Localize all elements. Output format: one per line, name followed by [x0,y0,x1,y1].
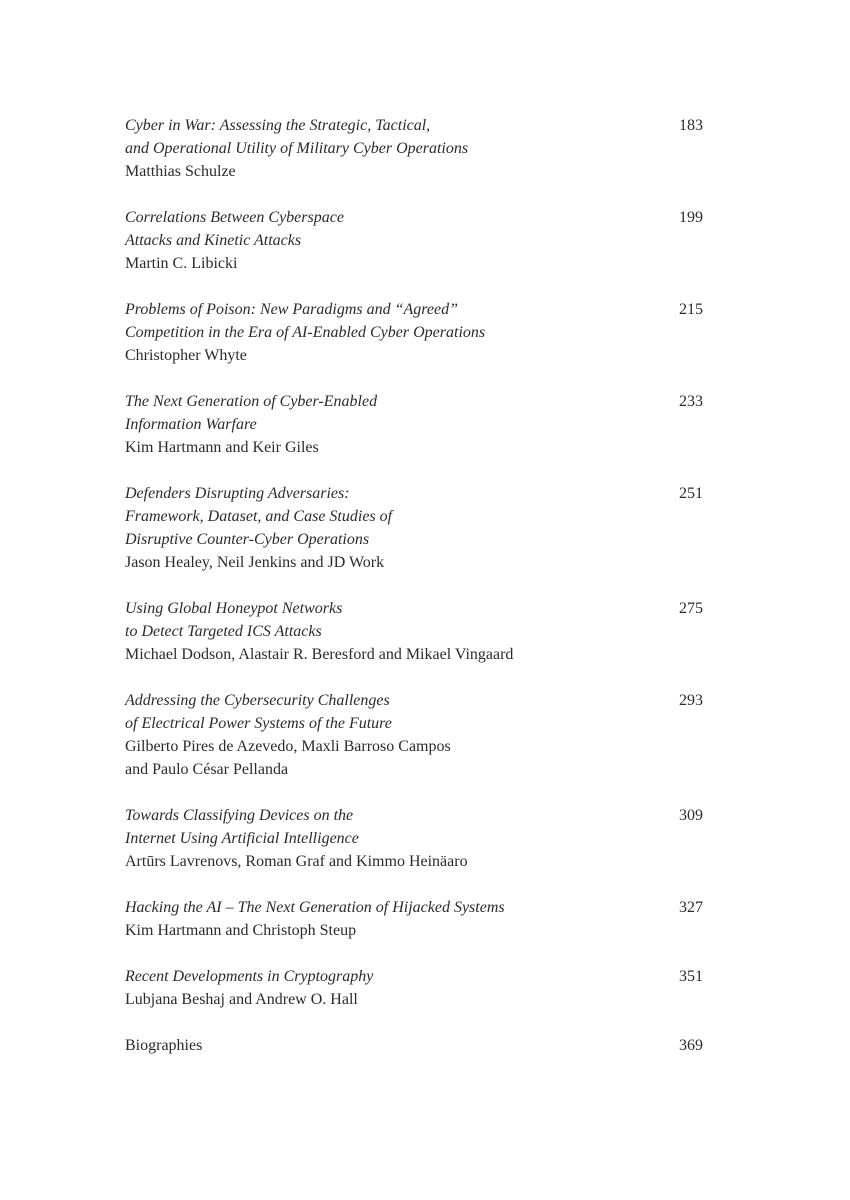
entry-title: Disruptive Counter-Cyber Operations [125,531,370,548]
toc-entry [125,390,705,459]
toc-entry [125,206,705,275]
entry-page-number: 351 [679,968,703,985]
entry-title: Problems of Poison: New Paradigms and “Agreed” [125,301,459,318]
entry-label: Biographies [125,1037,203,1054]
entry-title: and Operational Utility of Military Cyber Operations [125,140,469,157]
entry-title: Competition in the Era of AI-Enabled Cyber Operations [125,324,486,341]
toc-entry [125,597,705,666]
toc-entry [125,689,705,781]
entry-title: Cyber in War: Assessing the Strategic, Tactical, [125,117,431,134]
entry-page-number: 251 [679,485,703,502]
entry-title: The Next Generation of Cyber-Enabled [125,393,378,410]
entry-title: Framework, Dataset, and Case Studies of [125,508,393,525]
entry-title: Internet Using Artificial Intelligence [125,830,359,847]
entry-title: Information Warfare [125,416,257,433]
entry-page-number: 183 [679,117,703,134]
entry-authors: Artūrs Lavrenovs, Roman Graf and Kimmo Heinäaro [125,853,468,870]
entry-page-number: 293 [679,692,703,709]
entry-title: Recent Developments in Cryptography [125,968,374,985]
entry-title: to Detect Targeted ICS Attacks [125,623,322,640]
toc-entry [125,965,705,1011]
toc-entry [125,896,705,942]
entry-page-number: 369 [679,1037,703,1054]
toc-entry [125,114,705,183]
entry-authors: Christopher Whyte [125,347,247,364]
entry-page-number: 275 [679,600,703,617]
entry-authors: Kim Hartmann and Christoph Steup [125,922,357,939]
toc-entry [125,298,705,367]
entry-page-number: 199 [679,209,703,226]
entry-title: Defenders Disrupting Adversaries: [125,485,350,502]
entry-authors: Martin C. Libicki [125,255,238,272]
entry-page-number: 215 [679,301,703,318]
toc-entry [125,482,705,574]
entry-authors: Jason Healey, Neil Jenkins and JD Work [125,554,385,571]
entry-authors: and Paulo César Pellanda [125,761,289,778]
entry-authors: Matthias Schulze [125,163,236,180]
entry-title: Hacking the AI – The Next Generation of Hijacked Systems [125,899,505,916]
entry-title: Towards Classifying Devices on the [125,807,354,824]
entry-authors: Gilberto Pires de Azevedo, Maxli Barroso Campos [125,738,451,755]
entry-title: Using Global Honeypot Networks [125,600,343,617]
table-of-contents [125,114,705,1080]
entry-page-number: 327 [679,899,703,916]
toc-entry [125,804,705,873]
toc-entry-biographies [125,1034,705,1057]
entry-title: of Electrical Power Systems of the Future [125,715,392,732]
entry-page-number: 309 [679,807,703,824]
entry-title: Attacks and Kinetic Attacks [125,232,302,249]
entry-page-number: 233 [679,393,703,410]
entry-title: Addressing the Cybersecurity Challenges [125,692,390,709]
entry-title: Correlations Between Cyberspace [125,209,344,226]
entry-authors: Lubjana Beshaj and Andrew O. Hall [125,991,358,1008]
entry-authors: Kim Hartmann and Keir Giles [125,439,319,456]
entry-authors: Michael Dodson, Alastair R. Beresford and Mikael Vingaard [125,646,514,663]
